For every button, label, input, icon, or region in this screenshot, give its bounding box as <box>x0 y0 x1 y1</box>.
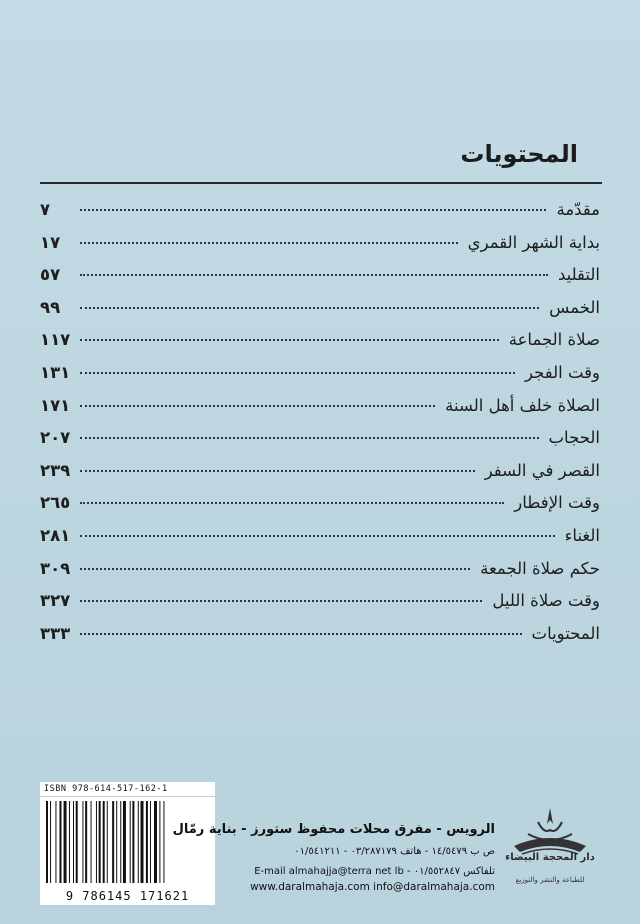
toc-entry-label: حكم صلاة الجمعة <box>480 558 600 578</box>
toc-entry-page: ٢٠٧ <box>40 428 71 448</box>
toc-entry-page: ٢٨١ <box>40 525 71 545</box>
barcode-bars-icon <box>44 801 211 883</box>
toc-entry <box>40 363 600 396</box>
toc-leader-dots <box>80 274 548 276</box>
publisher-phone: ص ب ١٤/٥٤٧٩ - هاتف ٠٣/٢٨٧١٧٩ - ٠١/٥٤١٢١١ <box>294 846 495 857</box>
toc-leader-dots <box>80 339 499 341</box>
toc-entry-label: بداية الشهر القمري <box>467 232 600 252</box>
toc-entry-label: وقت صلاة الليل <box>492 591 600 611</box>
toc-entry-label: الغناء <box>564 525 600 545</box>
toc-entry-label: الحجاب <box>548 428 600 448</box>
toc-entry-page: ٣٣٣ <box>40 623 71 643</box>
toc-leader-dots <box>80 307 539 309</box>
toc-entry <box>40 428 600 461</box>
toc-entry-label: التقليد <box>557 265 600 285</box>
toc-entry <box>40 200 600 233</box>
publisher-address: الرويس - مفرق محلات محفوظ ستورز - بناية رمّال <box>172 822 495 837</box>
toc-leader-dots <box>80 633 522 635</box>
toc-entry-page: ٢٦٥ <box>40 493 71 513</box>
toc-entry <box>40 233 600 266</box>
barcode <box>40 797 215 905</box>
isbn-text: ISBN 978-614-517-162-1 <box>40 782 215 796</box>
toc-entry-label: الصلاة خلف أهل السنة <box>445 395 600 415</box>
toc-entry <box>40 559 600 592</box>
toc-leader-dots <box>80 502 504 504</box>
barcode-number: 9 786145 171621 <box>65 889 190 903</box>
toc-leader-dots <box>80 470 475 472</box>
toc-entry <box>40 493 600 526</box>
toc-entry <box>40 624 600 657</box>
toc-entry-label: صلاة الجماعة <box>508 330 600 350</box>
toc-leader-dots <box>80 437 539 439</box>
toc-leader-dots <box>80 568 470 570</box>
page-title: المحتويات <box>460 140 578 168</box>
toc-entry <box>40 298 600 331</box>
publisher-fax-email: تلفاكس ٠١/٥٥٢٨٤٧ - E-mail almahajja@terra net lb <box>254 866 495 877</box>
toc-entry-page: ٥٧ <box>40 265 61 285</box>
toc-entry-label: القصر في السفر <box>484 460 600 480</box>
publisher-web: www.daralmahaja.com info@daralmahaja.com <box>250 881 495 893</box>
toc-entry <box>40 265 600 298</box>
toc-entry-label: مقدّمة <box>556 200 600 219</box>
toc-leader-dots <box>80 209 546 211</box>
toc-leader-dots <box>80 372 515 374</box>
publisher-name: دار المحجة البيضاء <box>505 852 595 863</box>
toc-leader-dots <box>80 405 435 407</box>
toc-leader-dots <box>80 242 458 244</box>
toc-entry-page: ٣٢٧ <box>40 591 71 611</box>
toc-entry-page: ٩٩ <box>40 297 61 317</box>
toc-leader-dots <box>80 600 482 602</box>
toc-entry-page: ١٧١ <box>40 395 71 415</box>
toc-entry-label: المحتويات <box>531 623 600 643</box>
toc-entry <box>40 461 600 494</box>
title-divider <box>40 182 602 184</box>
toc-entry-page: ٢٣٩ <box>40 460 71 480</box>
toc-entry-label: الخمس <box>549 297 600 317</box>
toc-entry <box>40 591 600 624</box>
toc-leader-dots <box>80 535 555 537</box>
toc-entry-label: وقت الإفطار <box>514 493 600 513</box>
toc-entry <box>40 330 600 363</box>
toc-entry-page: ١٣١ <box>40 362 71 382</box>
toc-entry-page: ٧ <box>40 200 51 219</box>
toc-entry-page: ٣٠٩ <box>40 558 71 578</box>
toc-entry <box>40 526 600 559</box>
toc-entry <box>40 396 600 429</box>
table-of-contents <box>40 200 600 656</box>
publisher-tagline: للطباعة والنشر والتوزيع <box>515 876 585 884</box>
toc-entry-page: ١١٧ <box>40 330 71 350</box>
isbn-barcode-block <box>40 782 215 912</box>
toc-entry-page: ١٧ <box>40 232 61 252</box>
toc-entry-label: وقت الفجر <box>524 362 600 382</box>
